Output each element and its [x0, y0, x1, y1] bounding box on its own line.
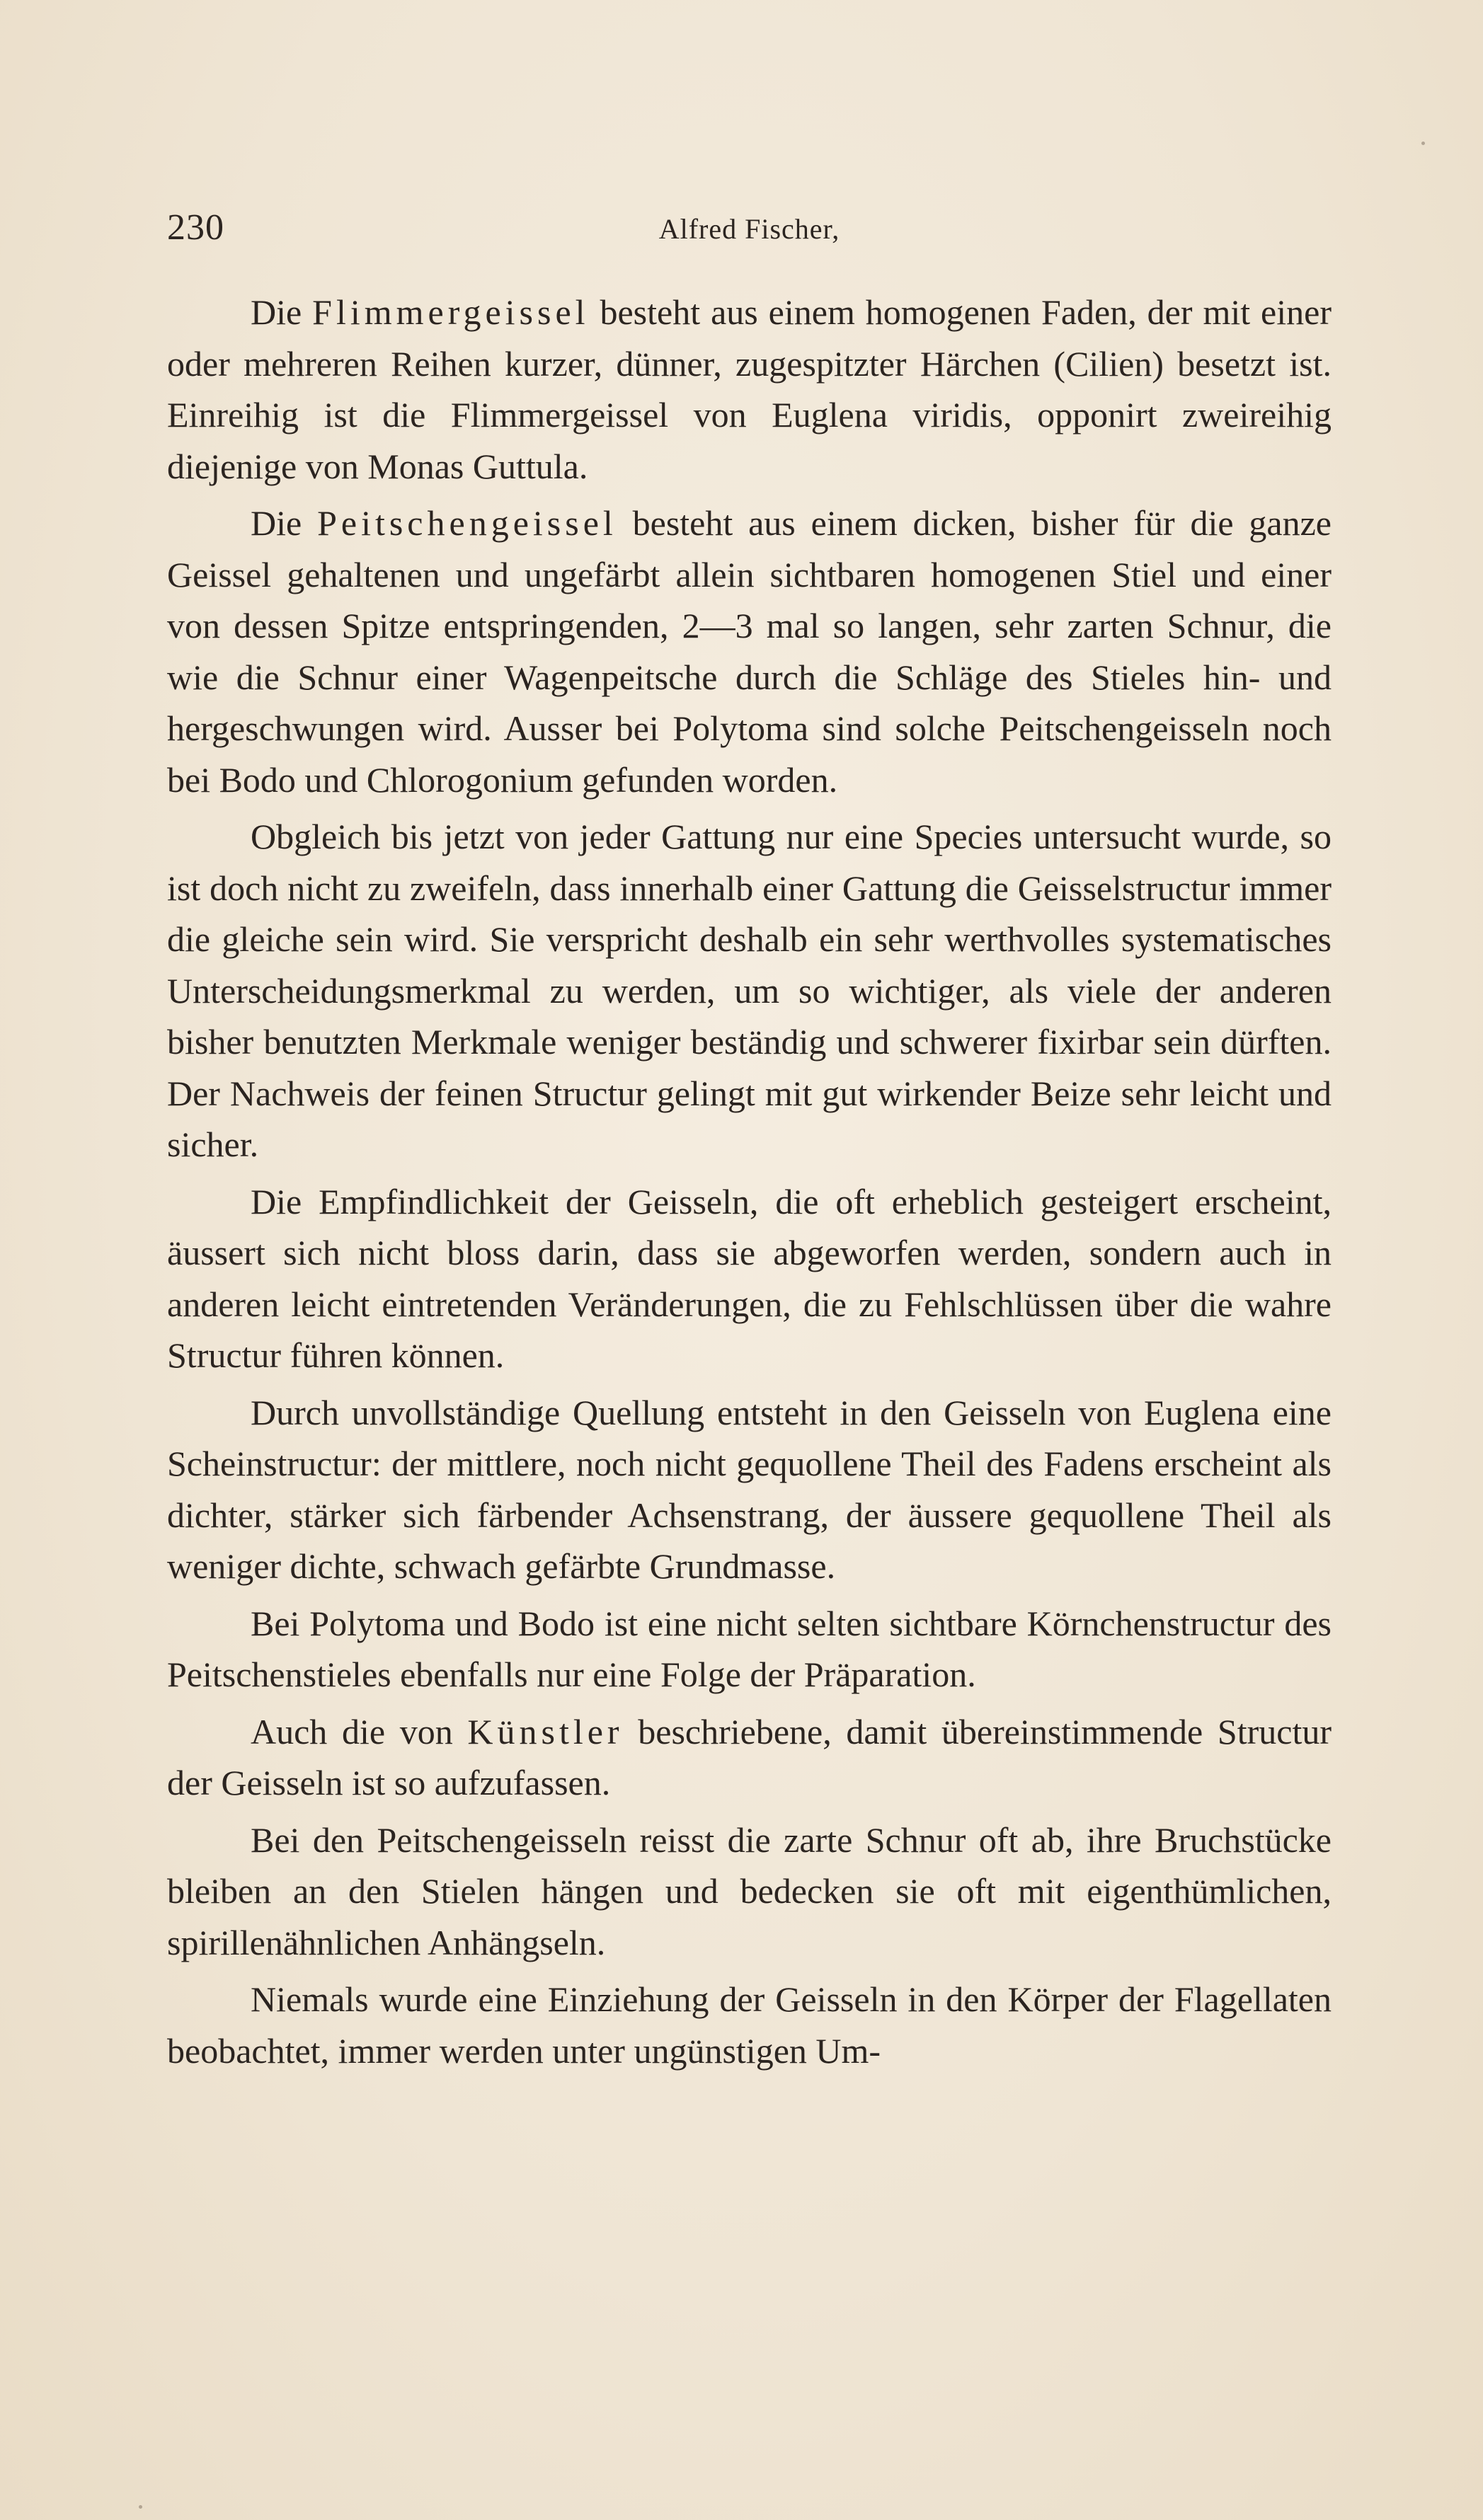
page-header	[167, 207, 1332, 249]
paragraph-text: Die Empfindlichkeit der Geisseln, die oft erheblich gesteigert erscheint, äussert sich nicht bloss darin, dass sie abgeworfen werden, sondern auch in anderen leicht eintretenden Veränderungen, die zu Fehlschlüssen über die wahre Structur führen können.	[167, 1181, 1332, 1375]
paragraph-text: Bei Polytoma und Bodo ist eine nicht selten sichtbare Körnchenstructur des Peitschenstieles ebenfalls nur eine Folge der Präparation.	[167, 1603, 1332, 1694]
paragraph-2	[167, 497, 1332, 805]
paragraph-5	[167, 1387, 1332, 1592]
page-number: 230	[167, 207, 224, 248]
paragraph-text: besteht aus einem dicken, bisher für die ganze Geissel gehaltenen und ungefärbt allein sichtbaren homogenen Stiel und einer von dessen Spitze entspringenden, 2—3 mal so langen, sehr zarten Schnur, die wie die Schnur einer Wagenpeitsche durch die Schläge des Stieles hin- und hergeschwungen wird. Ausser bei Polytoma sind solche Peitschengeisseln noch bei Bodo und Chlorogonium gefunden worden.	[167, 503, 1332, 800]
paper-speck	[139, 2505, 142, 2509]
body-text	[167, 287, 1332, 2078]
paragraph-text: Bei den Peitschengeisseln reisst die zarte Schnur oft ab, ihre Bruchstücke bleiben an den Stielen hängen und bedecken sie oft mit eigenthümlichen, spirillenähnlichen Anhängseln.	[167, 1819, 1332, 1962]
paragraph-text: beschriebene, damit übereinstimmende Structur der Geisseln ist so aufzufassen.	[167, 1711, 1332, 1802]
paragraph-text: besteht aus einem homogenen Faden, der mit einer oder mehreren Reihen kurzer, dünner, zugespitzter Härchen (Cilien) besetzt ist. Einreihig ist die Flimmergeissel von Euglena viridis, opponirt zweireihig diejenige von Monas Guttula.	[167, 292, 1332, 486]
spaced-term: Künstler	[467, 1711, 624, 1751]
paragraph-9	[167, 1974, 1332, 2076]
paragraph-8	[167, 1814, 1332, 1969]
spaced-term: Flimmergeissel	[312, 292, 590, 332]
paragraph-text: Obgleich bis jetzt von jeder Gattung nur eine Species untersucht wurde, so ist doch nicht zu zweifeln, dass innerhalb einer Gattung die Geisselstructur immer die gleiche sein wird. Sie verspricht deshalb ein sehr werthvolles systematisches Unterscheidungsmerkmal zu werden, um so wichtiger, als viele der anderen bisher benutzten Merkmale weniger beständig und schwerer fixirbar sein dürften. Der Nachweis der feinen Structur gelingt mit gut wirkender Beize sehr leicht und sicher.	[167, 817, 1332, 1164]
running-head: Alfred Fischer,	[658, 213, 840, 245]
paragraph-1	[167, 287, 1332, 492]
paper-speck	[1421, 142, 1425, 145]
spaced-term: Peitschengeissel	[317, 503, 617, 543]
paragraph-4	[167, 1176, 1332, 1381]
paragraph-text: Die	[251, 503, 318, 543]
paragraph-text: Durch unvollständige Quellung entsteht in den Geisseln von Euglena eine Scheinstructur: der mittlere, noch nicht gequollene Theil des Fadens erscheint als dichter, stärker sich färbender Achsenstrang, der äussere gequollene Theil als weniger dichte, schwach gefärbte Grundmasse.	[167, 1392, 1332, 1586]
paragraph-6	[167, 1598, 1332, 1701]
paragraph-text: Niemals wurde eine Einziehung der Geisseln in den Körper der Flagellaten beobachtet, immer werden unter ungünstigen Um-	[167, 1979, 1332, 2071]
paragraph-7	[167, 1706, 1332, 1809]
paragraph-text: Auch die von	[251, 1711, 468, 1751]
paragraph-text: Die	[251, 292, 313, 332]
paragraph-3	[167, 811, 1332, 1170]
